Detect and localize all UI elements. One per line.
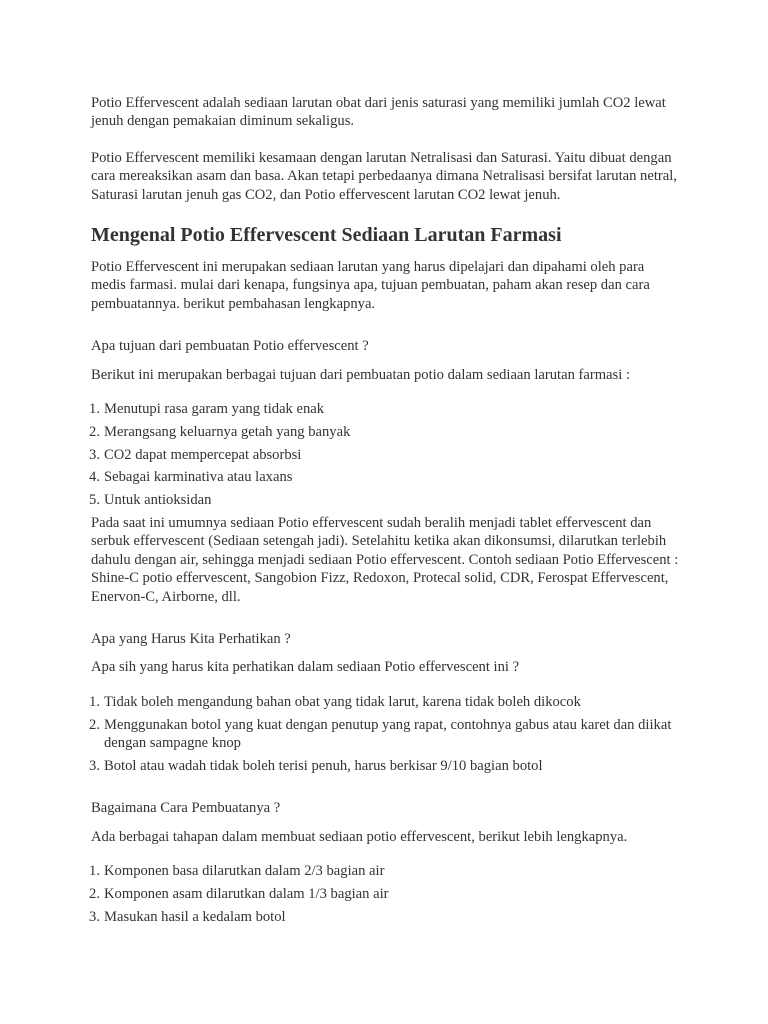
list-item [89, 491, 681, 509]
list-number: 3. [89, 757, 100, 774]
list-text: Masukan hasil a kedalam botol [104, 908, 286, 925]
list-text: Menutupi rasa garam yang tidak enak [104, 401, 325, 418]
list-number: 4. [89, 469, 100, 486]
list-item [89, 446, 681, 464]
tujuan-after-paragraph: Pada saat ini umumnya sediaan Potio effervescent sudah beralih menjadi tablet effervescent dan serbuk effervescent (Sediaan setengah jadi). Setelahitu ketika akan dikonsumsi, dilarutkan terlebih dahulu dengan air, sehingga menjadi sediaan Potio effervescent. Contoh sediaan Potio Effervescent : Shine-C potio effervescent, Sangobion Fizz, Redoxon, Protecal solid, CDR, Ferospat Effervescent, Enervon-C, Airborne, dll. [91, 515, 679, 605]
list-number: 2. [89, 885, 100, 902]
list-text: Sebagai karminativa atau laxans [104, 469, 293, 486]
list-item [89, 468, 681, 486]
list-text: Untuk antioksidan [104, 492, 212, 509]
list-text: Merangsang keluarnya getah yang banyak [104, 423, 351, 440]
list-number: 2. [89, 716, 100, 733]
list-item [89, 423, 681, 441]
document-page [91, 94, 681, 931]
list-number: 1. [89, 401, 100, 418]
list-text: Botol atau wadah tidak boleh terisi penuh, harus berkisar 9/10 bagian botol [104, 757, 543, 774]
list-text: Komponen asam dilarutkan dalam 1/3 bagian air [104, 885, 389, 902]
list-item [89, 862, 681, 880]
tujuan-lead: Berikut ini merupakan berbagai tujuan dari pembuatan potio dalam sediaan larutan farmasi : [91, 366, 630, 383]
list-number: 5. [89, 492, 100, 509]
tujuan-list [91, 400, 681, 510]
list-item [89, 885, 681, 903]
list-number: 3. [89, 446, 100, 463]
section-paragraph: Potio Effervescent ini merupakan sediaan larutan yang harus dipelajari dan dipahami oleh para medis farmasi. mulai dari kenapa, fungsinya apa, tujuan pembuatan, paham akan resep dan cara pembuatannya. berikut pembahasan lengkapnya. [91, 259, 650, 312]
list-number: 3. [89, 908, 100, 925]
list-item [89, 908, 681, 926]
list-text: Menggunakan botol yang kuat dengan penutup yang rapat, contohnya gabus atau karet dan diikat dengan sampagne knop [104, 716, 672, 752]
section-heading: Mengenal Potio Effervescent Sediaan Larutan Farmasi [91, 224, 562, 247]
list-number: 1. [89, 863, 100, 880]
list-item [89, 716, 681, 753]
pembuatan-question: Bagaimana Cara Pembuatanya ? [91, 800, 281, 817]
intro-paragraph-1: Potio Effervescent adalah sediaan larutan obat dari jenis saturasi yang memiliki jumlah CO2 lewat jenuh dengan pemakaian diminum sekaligus. [91, 95, 666, 130]
perhatikan-question: Apa yang Harus Kita Perhatikan ? [91, 631, 291, 648]
list-text: Komponen basa dilarutkan dalam 2/3 bagian air [104, 863, 385, 880]
list-item [89, 400, 681, 418]
intro-paragraph-2: Potio Effervescent memiliki kesamaan dengan larutan Netralisasi dan Saturasi. Yaitu dibuat dengan cara mereaksikan asam dan basa. Akan tetapi perbedaanya dimana Netralisasi bersifat larutan netral, Saturasi larutan jenuh gas CO2, dan Potio effervescent larutan CO2 lewat jenuh. [91, 149, 677, 203]
list-text: CO2 dapat mempercepat absorbsi [104, 446, 302, 463]
list-item [89, 757, 681, 775]
tujuan-question: Apa tujuan dari pembuatan Potio effervescent ? [91, 338, 369, 355]
list-number: 1. [89, 693, 100, 710]
list-item [89, 693, 681, 711]
list-number: 2. [89, 423, 100, 440]
pembuatan-lead: Ada berbagai tahapan dalam membuat sediaan potio effervescent, berikut lebih lengkapnya. [91, 828, 628, 845]
perhatikan-list [91, 693, 681, 775]
list-text: Tidak boleh mengandung bahan obat yang tidak larut, karena tidak boleh dikocok [104, 693, 581, 710]
pembuatan-list [91, 862, 681, 926]
perhatikan-lead: Apa sih yang harus kita perhatikan dalam sediaan Potio effervescent ini ? [91, 659, 520, 676]
